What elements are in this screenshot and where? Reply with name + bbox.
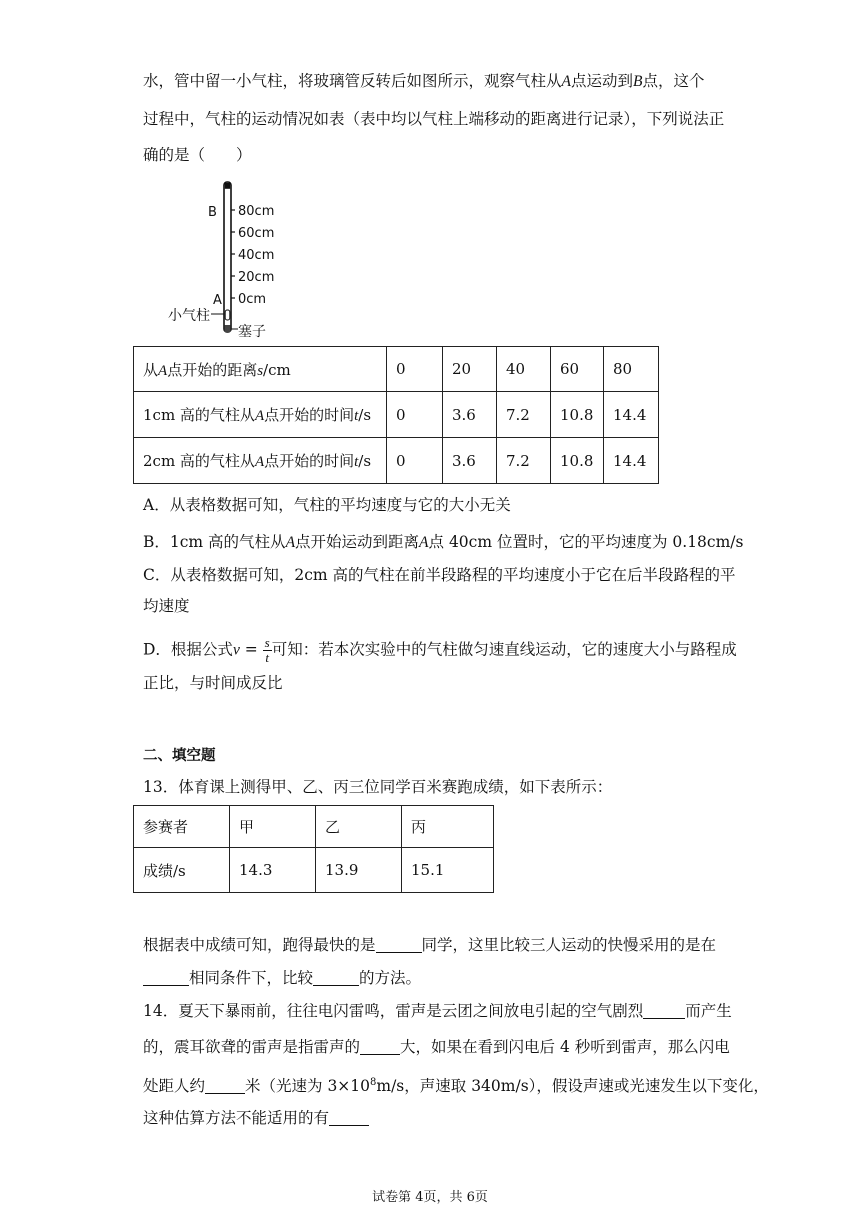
table-cell: 7.2 (497, 392, 551, 438)
q12-intro-line2: 过程中，气柱的运动情况如表（表中均以气柱上端移动的距离进行记录），下列说法正 (143, 110, 725, 128)
q12-option-c-line1: C．从表格数据可知，2cm 高的气柱在前半段路程的平均速度小于它在后半段路程的平 (143, 566, 736, 584)
q12-option-d-line2: 正比，与时间成反比 (143, 674, 283, 692)
table-cell: 10.8 (551, 392, 604, 438)
table-cell: 3.6 (443, 392, 497, 438)
table-cell: 参赛者 (134, 806, 230, 848)
formula-fraction: $\frac{s}{t}$ (264, 635, 270, 665)
q13-score-table (133, 805, 494, 893)
table-cell: 丙 (402, 806, 494, 848)
table-cell: 甲 (230, 806, 316, 848)
table-row (134, 806, 494, 848)
table-row (134, 848, 494, 893)
q12-option-d-line1: D．根据公式v = $\frac{s}{t}$ 可知：若本次实验中的气柱做匀速直线运动，它的速度大小与路程成 (143, 635, 737, 665)
q13-line1: 根据表中成绩可知，跑得最快的是 同学，这里比较三人运动的快慢采用的是在 (143, 936, 717, 954)
q12-option-a: A．从表格数据可知，气柱的平均速度与它的大小无关 (143, 496, 511, 514)
table-cell: 14.4 (604, 392, 659, 438)
table-row (134, 438, 659, 484)
q13-line2: 相同条件下，比较 的方法。 (143, 968, 421, 988)
table-cell: 0 (387, 392, 443, 438)
table-cell: 60 (551, 347, 604, 392)
plug-label: 塞子 (238, 324, 266, 338)
q14-line3: 处距人约 米（光速为 $3\times 10^8m/s$，声速取 340m/s），假设声速或光速发生以下变化， (143, 1077, 769, 1096)
q14-line1: 14．夏天下暴雨前，往往电闪雷鸣，雷声是云团之间放电引起的空气剧烈 而产生 (143, 1002, 732, 1020)
point-label-A: A (213, 293, 222, 308)
answer-blank[interactable] (643, 1002, 685, 1019)
table-cell: 14.3 (230, 848, 316, 893)
table-cell: 3.6 (443, 438, 497, 484)
table-cell: 13.9 (316, 848, 402, 893)
answer-blank[interactable] (143, 969, 189, 986)
page-footer: 试卷第 4页，共 6页 (372, 1190, 488, 1205)
q12-data-table (133, 346, 659, 484)
table-cell: 14.4 (604, 438, 659, 484)
q12-intro-line3: 确的是（ ） (143, 146, 252, 164)
glass-tube-figure (160, 178, 290, 338)
table-cell: 0 (387, 347, 443, 392)
answer-blank[interactable] (313, 969, 359, 986)
table-cell: 20 (443, 347, 497, 392)
tick-label-0cm: 0cm (238, 292, 267, 307)
answer-blank[interactable] (360, 1038, 400, 1055)
tick-label-20cm: 20cm (238, 270, 275, 285)
row-label: 从A点开始的距离s/cm (134, 347, 387, 392)
row-label: 1cm 高的气柱从A点开始的时间t/s (134, 392, 387, 438)
table-row (134, 392, 659, 438)
table-cell: 0 (387, 438, 443, 484)
q14-line2: 的，震耳欲聋的雷声是指雷声的 大，如果在看到闪电后 4 秒听到雷声，那么闪电 (143, 1038, 730, 1056)
q12-option-c-line2: 均速度 (143, 597, 190, 615)
row-label: 2cm 高的气柱从A点开始的时间t/s (134, 438, 387, 484)
answer-blank[interactable] (329, 1109, 369, 1126)
answer-blank[interactable] (205, 1077, 245, 1094)
table-row (134, 347, 659, 392)
q13-stem: 13．体育课上测得甲、乙、丙三位同学百米赛跑成绩，如下表所示： (143, 778, 613, 796)
tick-label-80cm: 80cm (238, 204, 275, 219)
plug (225, 325, 231, 332)
table-cell: 15.1 (402, 848, 494, 893)
point-label-B: B (208, 205, 217, 220)
table-cell: 乙 (316, 806, 402, 848)
section-heading: 二、填空题 (143, 748, 216, 764)
air-bubble (225, 310, 230, 320)
tick-label-40cm: 40cm (238, 248, 275, 263)
bubble-label: 小气柱 (168, 308, 210, 324)
table-cell: 成绩/s (134, 848, 230, 893)
q14-line4: 这种估算方法不能适用的有 (143, 1108, 369, 1128)
q12-option-b: B．1cm 高的气柱从A点开始运动到距离A点 40cm 位置时，它的平均速度为 0.18cm/s (143, 533, 744, 551)
table-cell: 10.8 (551, 438, 604, 484)
tick-label-60cm: 60cm (238, 226, 275, 241)
answer-blank[interactable] (376, 936, 422, 953)
q12-intro-line1: 水，管中留一小气柱，将玻璃管反转后如图所示，观察气柱从A点运动到B点，这个 (143, 72, 705, 90)
table-cell: 80 (604, 347, 659, 392)
table-cell: 40 (497, 347, 551, 392)
table-cell: 7.2 (497, 438, 551, 484)
tube-top-cap (225, 183, 230, 189)
